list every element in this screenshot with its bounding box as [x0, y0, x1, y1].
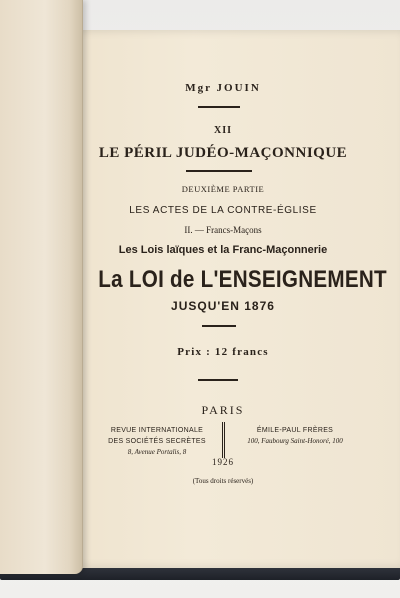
author-name: Mgr JOUIN [185, 82, 261, 94]
publisher-left [92, 425, 222, 458]
publisher-separator [222, 422, 226, 458]
publisher-right [230, 425, 360, 447]
title-page-text [78, 0, 400, 598]
flyleaf-page [0, 0, 83, 574]
publisher-left-name: REVUE INTERNATIONALE [110, 427, 204, 434]
rights-notice: (Tous droits réservés) [192, 477, 254, 485]
publication-year: 1926 [212, 457, 234, 467]
volume-number: XII [213, 125, 232, 136]
divider-rule [198, 379, 238, 381]
divider-rule [198, 106, 240, 108]
section-title: II. — Francs-Maçons [184, 225, 262, 235]
price: Prix : 12 francs [177, 346, 269, 358]
publisher-left-name-2: DES SOCIÉTÉS SECRÈTES [108, 438, 206, 445]
part-label: DEUXIÈME PARTIE [181, 184, 265, 194]
part-title: LES ACTES DE LA CONTRE-ÉGLISE [129, 205, 317, 216]
divider-rule [186, 170, 252, 172]
main-subtitle: JUSQU'EN 1876 [171, 299, 275, 313]
publisher-right-address: 100, Faubourg Saint-Honoré, 100 [247, 437, 343, 445]
subject-line: Les Lois laïques et la Franc-Maçonnerie [118, 244, 328, 256]
series-title: LE PÉRIL JUDÉO-MAÇONNIQUE [98, 145, 348, 161]
divider-rule [202, 325, 236, 327]
publication-city: PARIS [201, 403, 245, 417]
publisher-right-name: ÉMILE-PAUL FRÈRES [256, 427, 334, 434]
publisher-left-address: 8, Avenue Portalis, 8 [127, 448, 187, 456]
main-title: La LOI de L'ENSEIGNEMENT [98, 266, 387, 293]
